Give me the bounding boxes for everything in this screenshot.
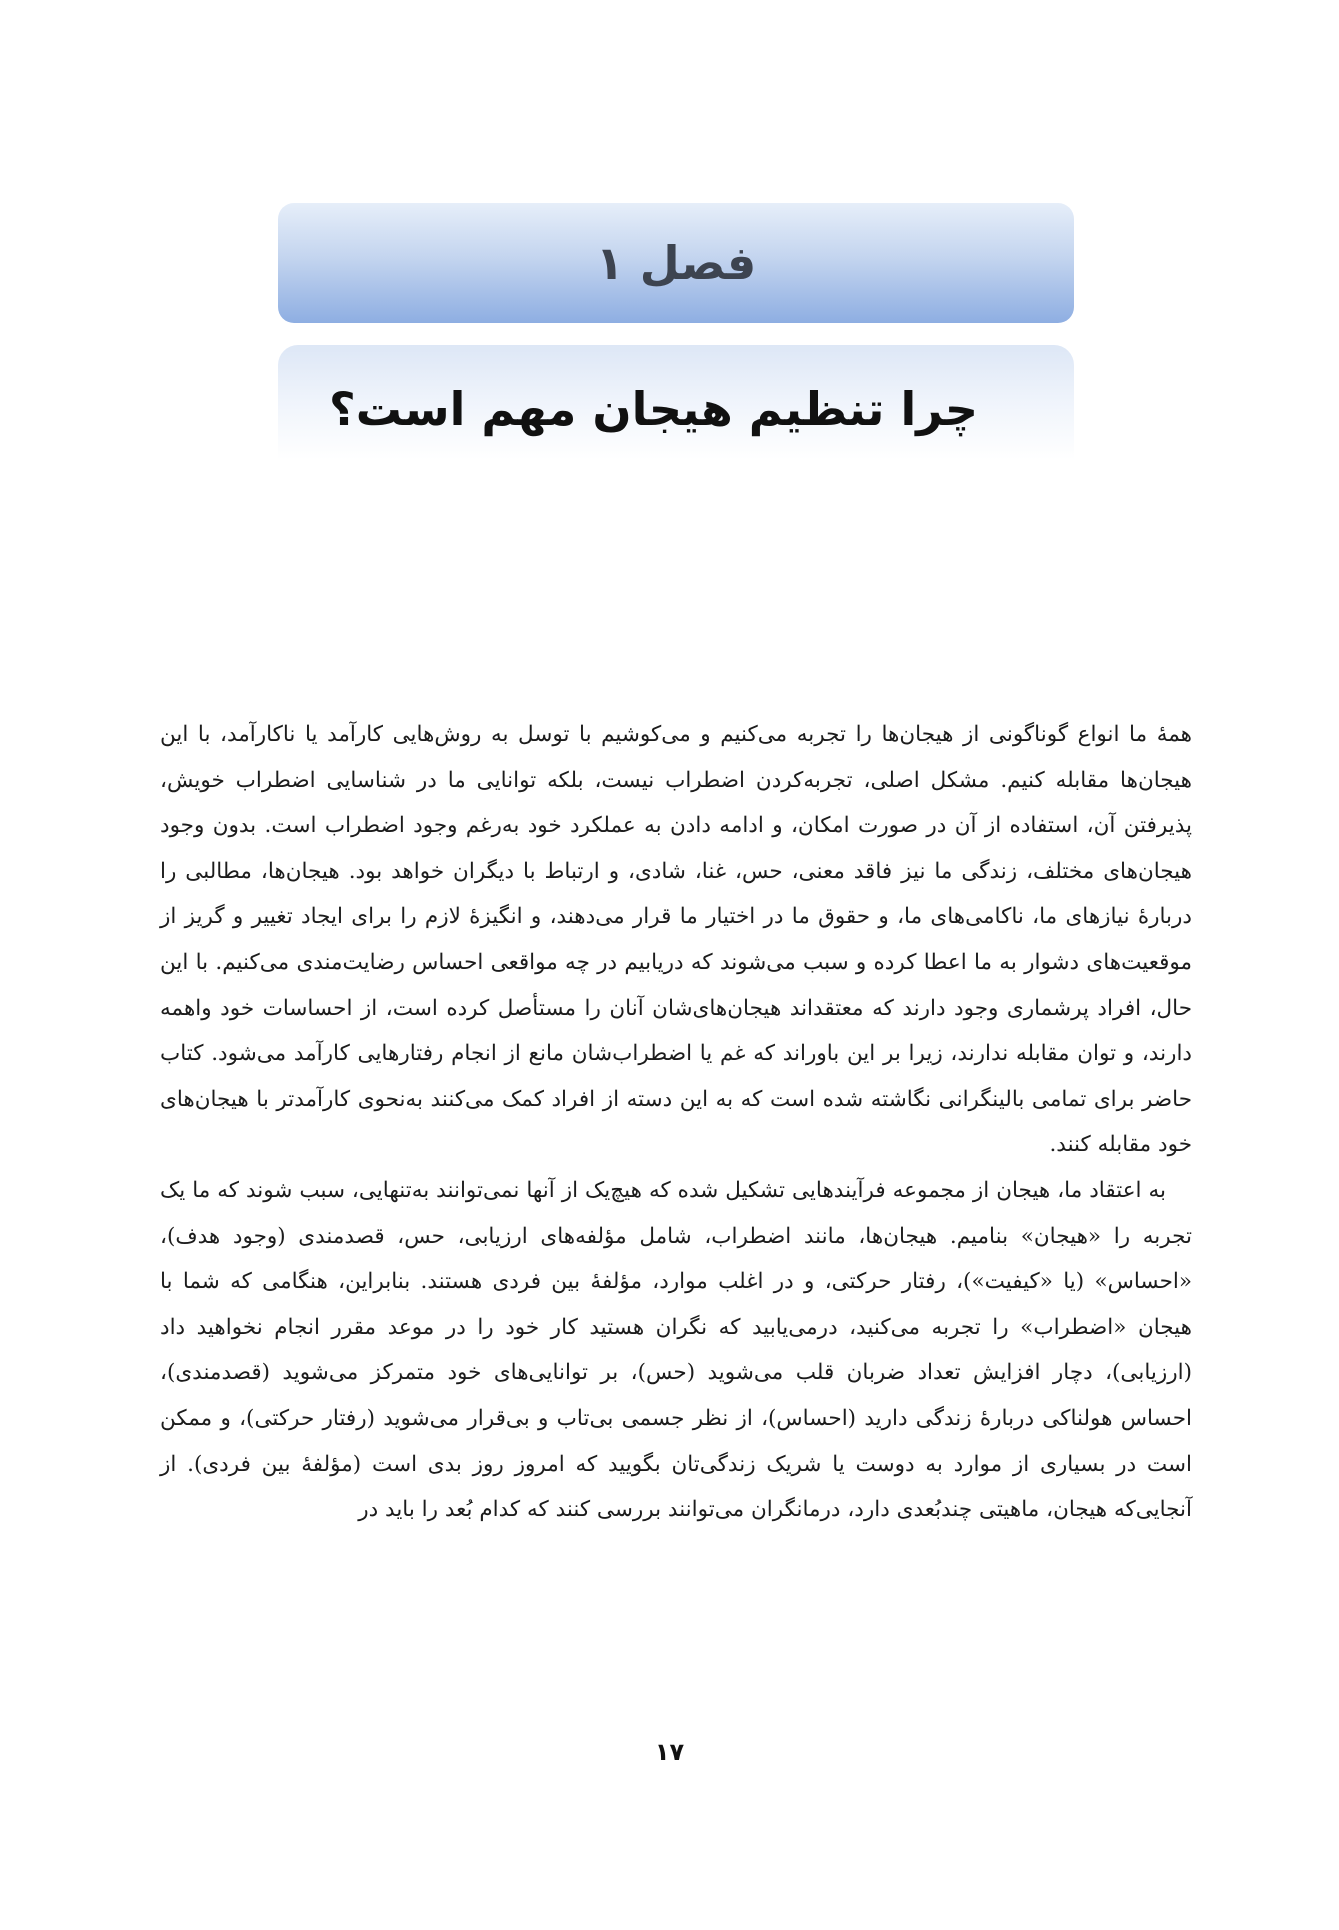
chapter-title: چرا تنظیم هیجان مهم است؟ [329,382,978,436]
chapter-label: فصل ۱ [595,236,757,290]
paragraph-1: همهٔ ما انواع گوناگونی از هیجان‌ها را تجربه می‌کنیم و می‌کوشیم با توسل به روش‌هایی کارآمد یا ناکارآمد، با این هیجان‌ها مقابله کنیم. مشکل اصلی، تجربه‌کردن اضطراب نیست، بلکه توانایی ما در شناسایی اضطراب خویش، پذیرفتن آن، استفاده از آن در صورت امکان، و ادامه دادن به عملکرد خود به‌رغم وجود اضطراب است. بدون وجود هیجان‌های مختلف، زندگی ما نیز فاقد معنی، حس، غنا، شادی، و ارتباط با دیگران خواهد بود. هیجان‌ها، مطالبی را دربارهٔ نیازهای ما، ناکامی‌های ما، و حقوق ما در اختیار ما قرار می‌دهند، و انگیزهٔ لازم را برای ایجاد تغییر و گریز از موقعیت‌های دشوار به ما اعطا کرده و سبب می‌شوند که دریابیم در چه مواقعی احساس رضایت‌مندی می‌کنیم. با این حال، افراد پرشماری وجود دارند که معتقداند هیجان‌های‌شان آنان را مستأصل کرده است، از احساسات خود واهمه دارند، و توان مقابله ندارند، زیرا بر این باوراند که غم یا اضطراب‌شان مانع از انجام رفتارهایی کارآمد می‌شود. کتاب حاضر برای تمامی بالینگرانی نگاشته شده است که به این دسته از افراد کمک می‌کنند به‌نحوی کارآمدتر با هیجان‌های خود مقابله کنند. [160,722,1192,1158]
page-number: ۱۷ [654,1738,685,1766]
paragraph-2: به اعتقاد ما، هیجان از مجموعه فرآیندهایی تشکیل شده که هیچ‌یک از آنها نمی‌توانند به‌تنهایی، سبب شوند که ما یک تجربه را «هیجان» بنامیم. هیجان‌ها، مانند اضطراب، شامل مؤلفه‌های ارزیابی، حس، قصدمندی (وجود هدف)، «احساس» (یا «کیفیت»)، رفتار حرکتی، و در اغلب موارد، مؤلفهٔ بین فردی هستند. بنابراین، هنگامی که شما با هیجان «اضطراب» را تجربه می‌کنید، درمی‌یابید که نگران هستید کار خود را در موعد مقرر انجام نخواهید داد (ارزیابی)، دچار افزایش تعداد ضربان قلب می‌شوید (حس)، بر توانایی‌های خود متمرکز می‌شوید (قصدمندی)، احساس هولناکی دربارهٔ زندگی دارید (احساس)، از نظر جسمی بی‌تاب و بی‌قرار می‌شوید (رفتار حرکتی)، و ممکن است در بسیاری از موارد به دوست یا شریک زندگی‌تان بگویید که امروز روز بدی است (مؤلفهٔ بین فردی). از آنجایی‌که هیجان، ماهیتی چندبُعدی دارد، درمانگران می‌توانند بررسی کنند که کدام بُعد را باید در [160,1177,1192,1523]
chapter-label-banner [278,203,1074,323]
body-text [160,712,1192,1533]
